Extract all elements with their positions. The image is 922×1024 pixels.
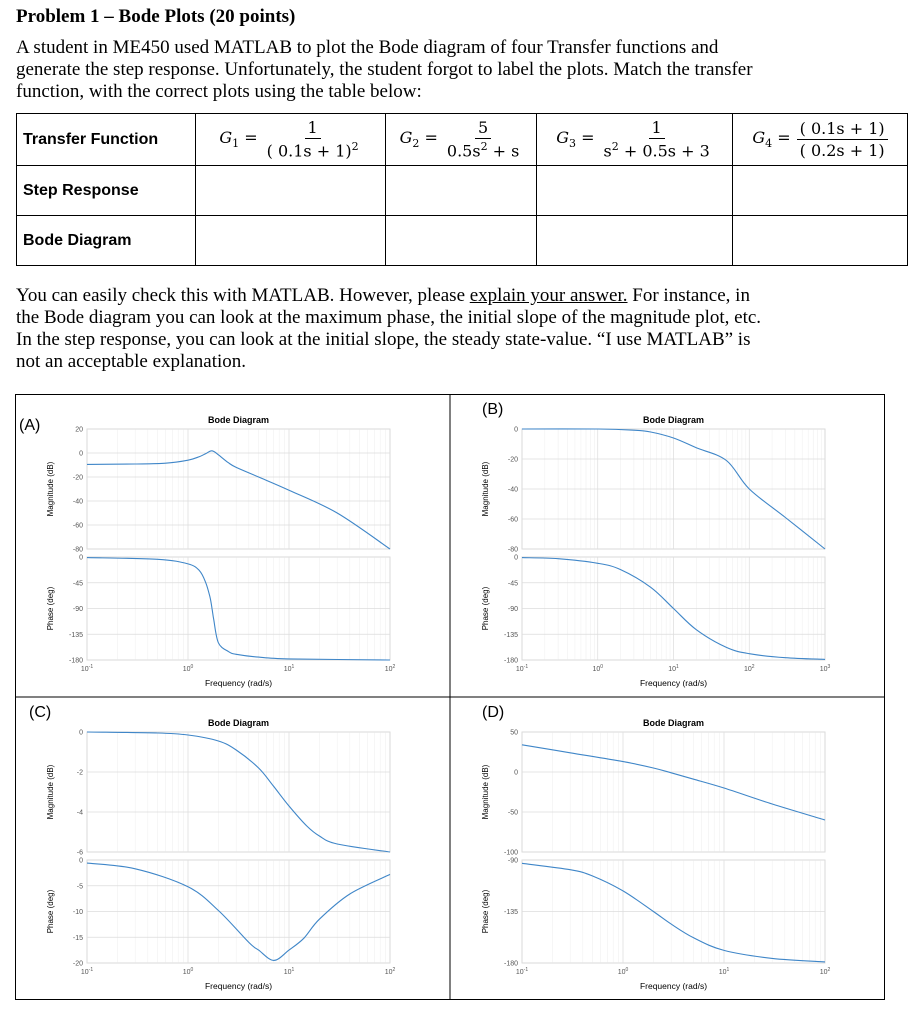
y-tick-label: -20 [72,474,83,482]
magnitude-ylabel: Magnitude (dB) [46,764,55,820]
y-tick-label: 0 [79,729,83,737]
plot-title: Bode Diagram [207,415,270,425]
y-tick-label: -180 [503,960,518,968]
x-axis-label: Frequency (rad/s) [639,678,708,688]
tf-g2: $G_2$ = $\frac{5}{0.5s^2 + s}$ [399,118,520,161]
y-tick-label: -50 [507,809,518,817]
bode-diagram-row [17,216,908,266]
matching-table [16,113,908,266]
explanation-line: You can easily check this with MATLAB. However, please explain your answer. For instance, in [16,285,750,306]
x-tick-label: $10^1$ [283,664,295,673]
magnitude-ylabel: Magnitude (dB) [481,764,490,820]
x-tick-label: $10^0$ [617,967,629,976]
y-tick-label: -180 [68,657,83,665]
row-label-bode-diagram: Bode Diagram [17,216,196,266]
answer-cell[interactable] [196,216,386,266]
y-tick-label: -90 [72,606,83,613]
y-tick-label: -80 [72,546,83,554]
x-tick-label: $10^{-1}$ [80,967,94,976]
panel-label: (C) [29,704,52,721]
y-tick-label: -4 [76,809,83,817]
x-axis-label: Frequency (rad/s) [639,981,708,991]
explain-your-answer-underline: explain your answer. [469,285,628,306]
tf-g3: $G_3$ = $\frac{1}{s^2 + 0.5s + 3}$ [556,118,710,161]
plot-title: Bode Diagram [642,415,705,425]
answer-cell[interactable] [537,166,733,216]
x-tick-label: $10^1$ [668,664,679,673]
explanation-paragraph [16,285,908,373]
y-tick-label: -40 [507,486,518,494]
answer-cell[interactable] [733,166,908,216]
y-tick-label: -15 [72,934,83,942]
x-axis-label: Frequency (rad/s) [204,981,273,991]
y-tick-label: -180 [503,657,518,665]
y-tick-label: -20 [507,456,518,464]
answer-cell[interactable] [196,166,386,216]
y-tick-label: 0 [79,450,83,458]
intro-paragraph [16,37,908,103]
x-axis-label: Frequency (rad/s) [204,678,273,688]
intro-line: function, with the correct plots using the table below: [16,81,422,102]
tf-cell-g3 [537,114,733,166]
answer-cell[interactable] [733,216,908,266]
plot-title: Bode Diagram [642,718,705,728]
y-tick-label: -40 [72,498,83,506]
magnitude-axes-box [522,732,825,852]
row-label-transfer-function: Transfer Function [17,114,196,166]
tf-g1: $G_1$ = $\frac{1}{( 0.1s + 1)^2}$ [219,118,359,161]
magnitude-axes-box [87,429,390,549]
row-label-step-response: Step Response [17,166,196,216]
plot-title: Bode Diagram [207,718,270,728]
y-tick-label: -135 [68,631,83,639]
x-tick-label: $10^2$ [743,664,755,673]
x-tick-label: $10^2$ [384,664,396,673]
y-tick-label: 0 [79,554,83,562]
y-tick-label: -6 [76,849,83,857]
phase-ylabel: Phase (deg) [46,889,55,934]
y-tick-label: -45 [72,580,83,588]
x-tick-label: $10^2$ [819,967,831,976]
magnitude-ylabel: Magnitude (dB) [481,461,490,517]
x-tick-label: $10^{-1}$ [515,664,529,673]
y-tick-label: -2 [76,769,83,777]
explanation-line: In the step response, you can look at the initial slope, the steady state-value. “I use MATLAB” is [16,329,751,350]
intro-line: A student in ME450 used MATLAB to plot the Bode diagram of four Transfer functions and [16,37,719,58]
x-tick-label: $10^0$ [182,664,194,673]
y-tick-label: 0 [79,857,83,865]
y-tick-label: -60 [507,516,518,524]
x-tick-label: $10^1$ [718,967,730,976]
phase-ylabel: Phase (deg) [46,586,55,631]
y-tick-label: 0 [514,554,518,562]
y-tick-label: -20 [72,960,83,968]
x-tick-label: $10^3$ [819,664,831,673]
y-tick-label: 20 [75,426,83,434]
answer-cell[interactable] [386,166,537,216]
bode-panel-d [481,704,831,991]
x-tick-label: $10^2$ [384,967,396,976]
y-tick-label: -90 [507,606,518,613]
y-tick-label: -80 [507,546,518,554]
tf-g4: $G_4$ = $\frac{( 0.1s + 1)}{( 0.2s + 1)}$ [739,119,901,160]
x-tick-label: $10^0$ [182,967,194,976]
explanation-line: the Bode diagram you can look at the maximum phase, the initial slope of the magnitude plot, etc. [16,307,762,328]
x-tick-label: $10^{-1}$ [515,967,529,976]
answer-cell[interactable] [386,216,537,266]
y-tick-label: -90 [507,857,518,865]
y-tick-label: -135 [503,909,518,916]
x-tick-label: $10^0$ [592,664,604,673]
y-tick-label: -45 [507,580,518,588]
y-tick-label: -10 [72,909,83,916]
bode-panel-b [481,401,831,688]
phase-ylabel: Phase (deg) [481,889,490,934]
x-tick-label: $10^{-1}$ [80,664,94,673]
y-tick-label: -100 [503,849,518,857]
panel-label: (B) [482,401,504,418]
step-response-row [17,166,908,216]
phase-ylabel: Phase (deg) [481,586,490,631]
x-tick-label: $10^1$ [283,967,295,976]
explanation-line: not an acceptable explanation. [16,351,247,372]
magnitude-ylabel: Magnitude (dB) [46,461,55,517]
tf-cell-g4 [733,114,908,166]
panel-label: (A) [19,417,41,434]
y-tick-label: -60 [72,522,83,530]
intro-line: generate the step response. Unfortunately, the student forgot to label the plots. Match the transfer [16,59,753,80]
transfer-function-row [17,114,908,166]
y-tick-label: 0 [514,426,518,434]
y-tick-label: 50 [510,729,518,737]
panel-label: (D) [482,704,505,721]
answer-cell[interactable] [537,216,733,266]
tf-cell-g1 [196,114,386,166]
y-tick-label: 0 [514,769,518,777]
magnitude-axes-box [87,732,390,852]
problem-title: Problem 1 – Bode Plots (20 points) [16,6,296,27]
y-tick-label: -5 [76,883,83,891]
y-tick-label: -135 [503,631,518,639]
tf-cell-g2 [386,114,537,166]
bode-plots-figure [15,394,885,1000]
